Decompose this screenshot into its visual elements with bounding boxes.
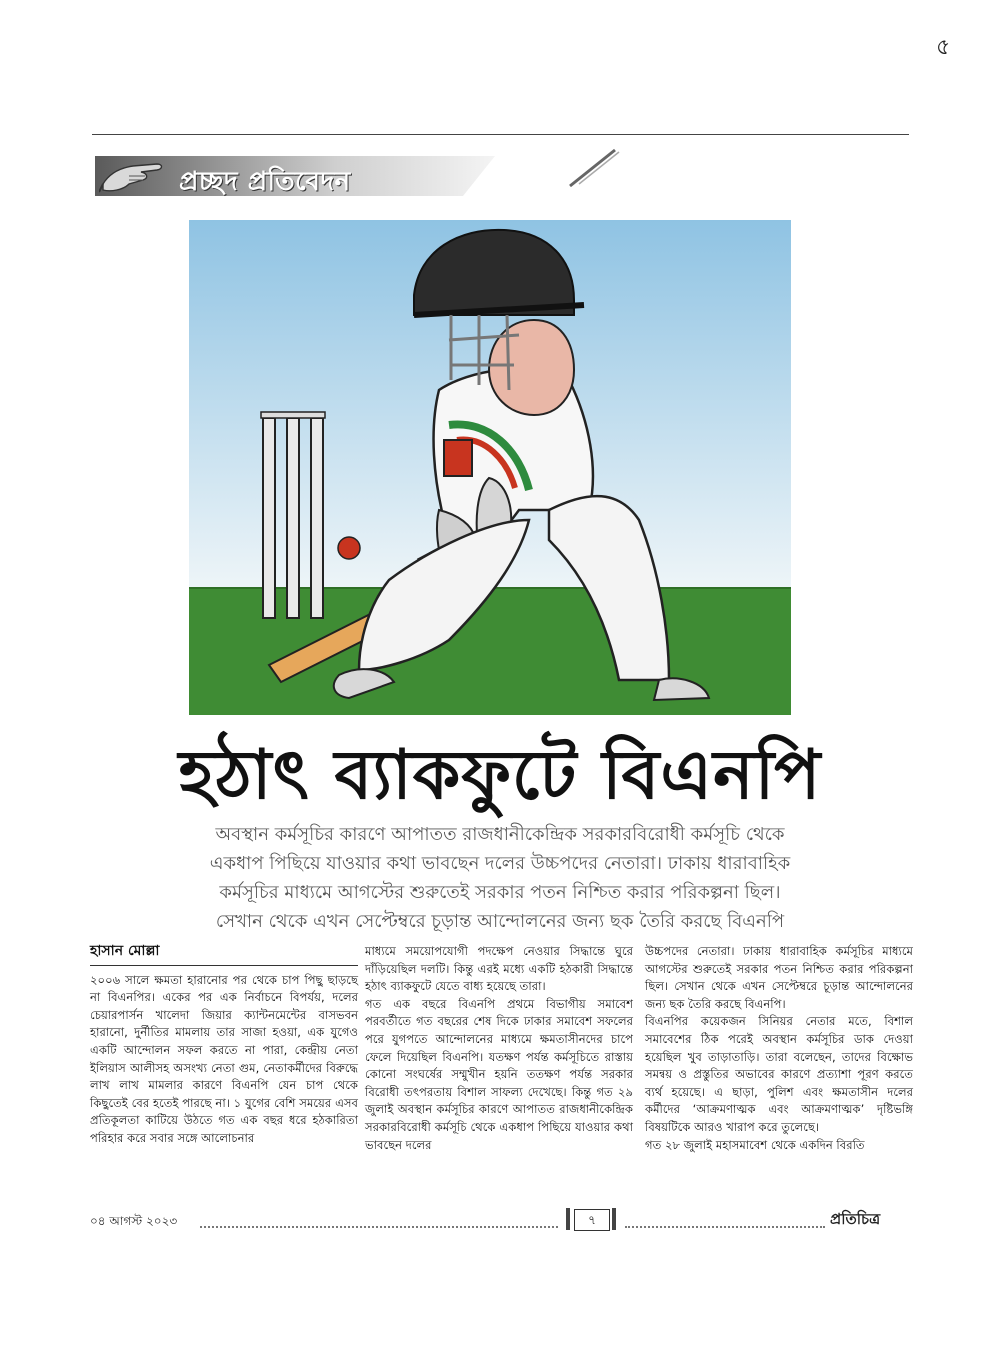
body-paragraph: গত এক বছরে বিএনপি প্রথমে বিভাগীয় সমাবেশ পরবর্তীতে গত বছরের শেষ দিকে ঢাকার সমাবেশ সফলের পরে যুগপতে আন্দোলনের মাধ্যমে ক্ষমতাসীনদের চাপে ফেলে দিয়েছিল বিএনপি। যতক্ষণ পর্যন্ত কর্মসূচিতে রাস্তায় কোনো সংঘর্ষের সম্মুখীন হয়নি ততক্ষণ পর্যন্ত সরকার বিরোধী তৎপরতায় বিশাল সাফল্য দেখেছে। কিন্তু গত ২৯ জুলাই অবস্থান কর্মসূচির কারণে আপাতত রাজধানীকেন্দ্রিক সরকারবিরোধী কর্মসূচি থেকে একধাপ পিছিয়ে যাওয়ার কথা ভাবছেন দলের: [365, 996, 633, 1152]
footer-brand: প্রতিচিত্র: [830, 1210, 881, 1228]
byline-rule: [90, 965, 358, 966]
body-paragraph: মাধ্যমে সময়োপযোগী পদক্ষেপ নেওয়ার সিদ্ধান্তে ঘুরে দাঁড়িয়েছিল দলটি। কিন্তু এরই মধ্যে একটি হঠকারী সিদ্ধান্তে হঠাৎ ব্যাকফুটে যেতে বাধ্য হয়েছে তারা।: [365, 944, 633, 994]
footer-folio-box: [566, 1208, 616, 1230]
section-banner: [95, 152, 520, 198]
footer-folio: ৭: [574, 1209, 610, 1231]
ball-icon: [338, 537, 360, 559]
footer-dotted-leader: [200, 1210, 558, 1228]
cricket-batsman-illustration: [189, 220, 791, 715]
footer-date: ০৪ আগস্ট ২০২৩: [90, 1214, 178, 1228]
deck-line: কর্মসূচির মাধ্যমে আগস্টের শুরুতেই সরকার পতন নিশ্চিত করার পরিকল্পনা ছিল।: [219, 882, 781, 903]
headline: হঠাৎ ব্যাকফুটে বিএনপি: [178, 736, 822, 815]
body-paragraph: গত ২৮ জুলাই মহাসমাবেশ থেকে একদিন বিরতি: [645, 1137, 865, 1152]
section-label: প্রচ্ছদ প্রতিবেদন: [179, 167, 351, 197]
top-rule: [92, 134, 909, 135]
body-paragraph: বিএনপির কয়েকজন সিনিয়র নেতার মতে, বিশাল সমাবেশের ঠিক পরেই অবস্থান কর্মসূচির ডাক দেওয়া হয়েছিল খুব তাড়াতাড়ি। তারা বলেছেন, তাদের বিক্ষোভ সমন্বয় ও প্রস্তুতির অভাবের কারণে প্রত্যাশা পূরণ করতে ব্যর্থ হয়েছে। এ ছাড়া, পুলিশ এবং ক্ষমতাসীন দলের কর্মীদের ‘আক্রমণাত্মক এবং আক্রমণাত্মক’ দৃষ্টিভঙ্গি বিষয়টিকে আরও খারাপ করে তুলেছে।: [645, 1014, 913, 1134]
footer: [90, 1210, 910, 1234]
deck-line: অবস্থান কর্মসূচির কারণে আপাতত রাজধানীকেন্দ্রিক সরকারবিরোধী কর্মসূচি থেকে: [215, 824, 785, 845]
deck-line: সেখান থেকে এখন সেপ্টেম্বরে চূড়ান্ত আন্দোলনের জন্য ছক তৈরি করছে বিএনপি: [215, 911, 785, 932]
deck-line: একধাপ পিছিয়ে যাওয়ার কথা ভাবছেন দলের উচ্চপদের নেতারা। ঢাকায় ধারাবাহিক: [209, 853, 791, 874]
body-column-3: [645, 943, 913, 1154]
pointing-hand-icon: [99, 154, 169, 196]
deck: [120, 820, 880, 936]
body-paragraph: ২০০৬ সালে ক্ষমতা হারানোর পর থেকে চাপ পিছু ছাড়ছে না বিএনপির। একের পর এক নির্বাচনে বিপর্যয়, দলের চেয়ারপার্সন খালেদা জিয়ার ক্যান্টনমেন্টের বাসভবন হারানো, দুর্নীতির মামলায় তার সাজা হওয়া, এক যুগেও একটি আন্দোলন সফল করতে না পারা, কেন্দ্রীয় নেতা ইলিয়াস আলীসহ অসংখ্য নেতা গুম, নেতাকর্মীদের বিরুদ্ধে লাখ লাখ মামলার কারণে বিএনপি যেন চাপ থেকে কিছুতেই বের হতেই পারছে না। ১ যুগের বেশি সময়ের এসব প্রতিকূলতা কাটিয়ে উঠতে গত এক বছর ধরে হঠকারিতা পরিহার করে সবার সঙ্গে আলোচনার: [90, 972, 358, 1145]
body-column-2: [365, 943, 633, 1154]
byline: হাসান মোল্লা: [90, 943, 160, 959]
page-number: ৫: [936, 35, 951, 60]
stumps-icon: [261, 412, 325, 618]
body-paragraph: উচ্চপদের নেতারা। ঢাকায় ধারাবাহিক কর্মসূচির মাধ্যমে আগস্টের শুরুতেই সরকার পতন নিশ্চিত করার পরিকল্পনা ছিল। সেখান থেকে এখন সেপ্টেম্বরে চূড়ান্ত আন্দোলনের জন্য ছক তৈরি করছে বিএনপি।: [645, 944, 913, 1011]
body-column-1: [90, 943, 358, 1148]
footer-dotted-leader: [625, 1210, 825, 1228]
banner-slash-icon: [565, 148, 625, 188]
